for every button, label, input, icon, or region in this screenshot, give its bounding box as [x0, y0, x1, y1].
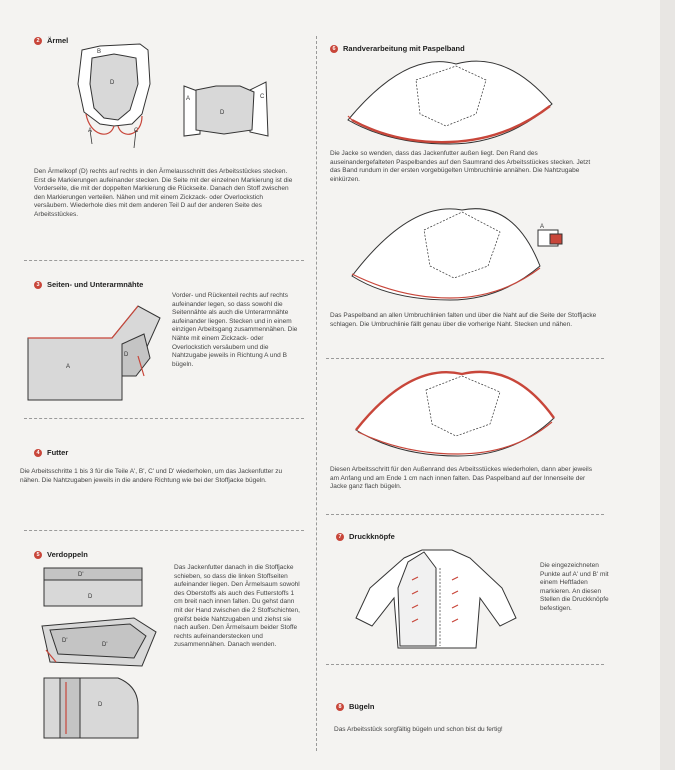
label-a: A: [88, 128, 93, 134]
side-seam-diagram: [26, 296, 166, 411]
jacket-piping-diagram-1: [346, 60, 556, 146]
section-seiten-text: Vorder- und Rückenteil rechts auf rechts aufeinander legen, so dass sowohl die Seitennähte als auch die Unterarmnähte aufeinander liegen. Stecken und in einem einzigen Arbeitsgang zusammennähen. Die Nähte mit einem Zickzack- oder Overlockstich versäubern und die Nahtzugabe jeweils in Richtung A und B bügeln.: [172, 292, 298, 368]
section-title: Futter: [47, 448, 69, 457]
step-number-badge: 2: [34, 37, 42, 45]
section-futter-text: Die Arbeitsschritte 1 bis 3 für die Teile A', B', C' und D' wiederholen, um das Jackenfutter zu nähen. Die Nahtzugaben jeweils in die andere Richtung wie bei der Stoffjacke bügeln.: [20, 468, 283, 484]
section-verdoppeln-text: Das Jackenfutter danach in die Stoffjacke schieben, so dass die linken Stoffseiten aufeinander liegen. Den Ärmelsaum sowohl des Oberstoffs als auch des Futterstoffs 1 cm breit nach innen falten. Du gehst dann mit der Hand zwischen die 2 Stoffschichten, greifst beide Nahtzugaben und ziehst sie nach außen. Den Ärmelsaum beider Stoffe rechts aufeinanderstecken und zusammennähen. Danach wenden.: [174, 564, 300, 649]
label-c: C: [260, 94, 265, 100]
label-d: D: [88, 594, 93, 600]
section-title: Ärmel: [47, 36, 69, 45]
section-rand-text-2: Das Paspelband an allen Umbruchlinien falten und über die Naht auf die Seite der Stoffjacke schlagen. Die Umbruchlinie fällt genau über die vorherige Naht. Stecken und nähen.: [330, 312, 597, 328]
section-druck-text: Die eingezeichneten Punkte auf A' und B' mit einem Heftfaden markieren. An diesen Stellen die Druckknöpfe befestigen.: [540, 562, 609, 612]
sleeve-diagram-front: [70, 44, 170, 154]
step-number-badge: 8: [336, 703, 344, 711]
label-d: D: [98, 702, 103, 708]
section-divider: [326, 514, 604, 515]
section-rand-text-3: Diesen Arbeitsschritt für den Außenrand des Arbeitsstückes wiederholen, dann aber jeweils am Anfang und am Ende 1 cm nach innen falten. Das Paspelband auf der Innenseite der Jacke ganz flach bügeln.: [330, 466, 592, 491]
page-edge: [660, 0, 675, 770]
label-b: B: [97, 49, 102, 55]
step-number-badge: 7: [336, 533, 344, 541]
step-number-badge: 4: [34, 449, 42, 457]
label-a: A: [186, 96, 191, 102]
section-seiten-heading: [34, 280, 143, 289]
label-d: D: [220, 110, 225, 116]
label-dprime: D': [62, 638, 68, 644]
jacket-piping-diagram-2: [350, 206, 565, 302]
section-divider: [326, 358, 604, 359]
section-divider: [326, 664, 604, 665]
section-futter-heading: [34, 448, 68, 457]
section-verdoppeln-heading: [34, 550, 88, 559]
label-dprime: D': [78, 572, 84, 578]
step-number-badge: 5: [34, 551, 42, 559]
section-divider: [24, 260, 304, 261]
section-rand-text-1: Die Jacke so wenden, dass das Jackenfutter außen liegt. Den Rand des auseinandergefalteten Paspelbandes auf den Saumrand des Arbeitsstückes stecken. Jetzt das Band rundum in der ersten vorgebügelten Umbruchlinie annähen. Die Nahtzugabe einkürzen.: [330, 150, 591, 183]
section-title: Bügeln: [349, 702, 375, 711]
section-rand-heading: [330, 44, 465, 53]
section-title: Randverarbeitung mit Paspelband: [343, 44, 465, 53]
sleeve-diagram-sewn: [180, 80, 280, 160]
label-a: A: [540, 224, 545, 230]
doubling-diagram: [38, 566, 168, 756]
label-d: D: [124, 352, 129, 358]
section-buegeln-text: Das Arbeitsstück sorgfältig bügeln und schon bist du fertig!: [334, 726, 503, 733]
step-number-badge: 6: [330, 45, 338, 53]
label-a: A: [66, 364, 71, 370]
section-title: Seiten- und Unterarmnähte: [47, 280, 144, 289]
section-aermel-heading: [34, 36, 68, 45]
label-d: D: [110, 80, 115, 86]
section-buegeln-heading: [336, 702, 374, 711]
label-c: C: [134, 128, 139, 134]
section-druck-heading: [336, 532, 395, 541]
section-title: Verdoppeln: [47, 550, 88, 559]
label-dprime: D': [102, 642, 108, 648]
jacket-piping-diagram-3: [354, 366, 564, 458]
section-divider: [24, 530, 304, 531]
column-divider: [316, 36, 317, 751]
section-title: Druckknöpfe: [349, 532, 395, 541]
section-divider: [24, 418, 304, 419]
step-number-badge: 3: [34, 281, 42, 289]
jacket-snaps-diagram: [352, 548, 522, 652]
section-aermel-text: Den Ärmelkopf (D) rechts auf rechts in den Ärmelausschnitt des Arbeitsstückes stecken. Erst die Markierungen aufeinander stecken. Die Seite mit der einzelnen Markierung ist die Vorderseite, die mit der doppelten Markierung die Rückseite. Danach den Stoff zwischen den Markierungen verteilen. Nähen und mit einem Zickzack- oder Overlockstich versäubern. Wiederhole dies mit dem anderen Teil D auf der anderen Seite des Arbeitsstückes.: [34, 168, 293, 218]
